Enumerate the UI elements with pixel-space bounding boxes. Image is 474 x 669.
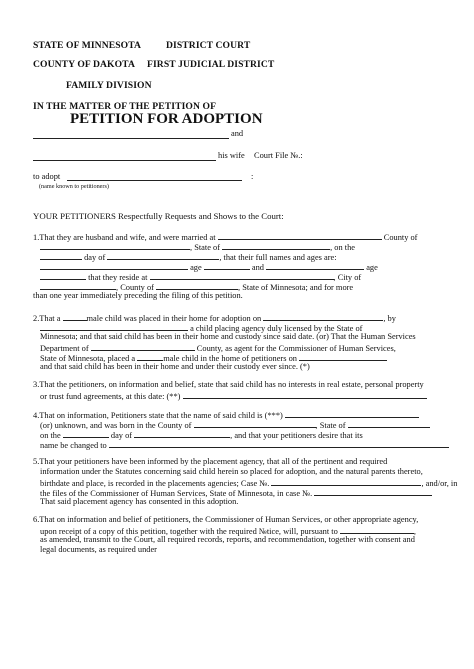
p3-line-2 xyxy=(40,390,427,402)
p1-text-f: , that their full names and ages are: xyxy=(219,253,337,262)
p2-text-d: a child placing agency duly licensed by the State of xyxy=(190,324,363,333)
matter-label: IN THE MATTER OF THE PETITION OF xyxy=(33,101,217,112)
statute-field[interactable] xyxy=(340,525,414,534)
new-name-field[interactable] xyxy=(109,439,449,448)
p4-text-f: , and that your petitioners desire that its xyxy=(230,431,363,440)
placement-date-field[interactable] xyxy=(263,312,383,321)
p6-text-c: , xyxy=(413,527,416,536)
agency-name-field[interactable] xyxy=(40,322,188,331)
p2-text-f: Department of xyxy=(40,344,89,353)
p1-text-c: , State of xyxy=(190,243,221,252)
department-county-field[interactable] xyxy=(91,342,195,351)
wife-name-field[interactable] xyxy=(266,261,364,270)
p1-line-7: than one year immediately preceding the filing of this petition. xyxy=(33,291,243,300)
p5-line-5: That said placement agency has consented in this adoption. xyxy=(40,497,239,506)
p1-text-b: County of xyxy=(383,233,418,242)
court-label: DISTRICT COURT xyxy=(166,40,251,51)
p4-text-c: , State of xyxy=(315,421,346,430)
p6-line-1: 6.That on information and belief of petitioners, the Commissioner of Human Services, or other appropriate agency, xyxy=(33,515,419,524)
his-wife-label: his wife xyxy=(218,151,245,160)
p4-text-d: on the xyxy=(40,431,61,440)
p2-text-i: male child in the home of petitioners on xyxy=(163,354,297,363)
division-label: FAMILY DIVISION xyxy=(66,80,152,91)
p2-text-g: County, as agent for the Commissioner of Human Services, xyxy=(196,344,396,353)
state-label: STATE OF MINNESOTA xyxy=(33,40,142,51)
p4-text-a: 4.That on information, Petitioners state that the name of said child is (***) xyxy=(33,411,283,420)
birth-county-field[interactable] xyxy=(194,419,316,428)
husband-name-field[interactable] xyxy=(40,261,188,270)
child-interests-field[interactable] xyxy=(183,390,427,399)
p1-text-i: age xyxy=(366,263,378,272)
p1-text-e: day of xyxy=(84,253,106,262)
p3-line-1: 3.That the petitioners, on information and belief, state that said child has no interests in real estate, personal property xyxy=(33,380,424,389)
p4-text-g: name be changed to xyxy=(40,441,107,450)
placement-date-2-field[interactable] xyxy=(299,352,387,361)
p2-text-b: male child was placed in their home for adoption on xyxy=(86,314,262,323)
birth-day-field[interactable] xyxy=(63,429,109,438)
to-adopt-label: to adopt xyxy=(33,172,61,181)
marriage-county-field[interactable] xyxy=(40,241,190,250)
p1-text-h: and xyxy=(251,263,264,272)
p2-line-3: Minnesota; and that said child has been in their home and custody since said date. (or) That the Human Services xyxy=(40,332,416,341)
p1-text-m: , State of Minnesota; and for more xyxy=(238,283,354,292)
p4-text-b: (or) unknown, and was born in the County of xyxy=(40,421,192,430)
p1-text-g: age xyxy=(190,263,202,272)
p5-line-1: 5.That your petitioners have been informed by the placement agency, that all of the pertinent and required xyxy=(33,457,388,466)
p2-text-h: State of Minnesota, placed a xyxy=(40,354,136,363)
petitioner-2-field[interactable] xyxy=(33,160,216,161)
p6-text-b: upon receipt of a copy of this petition, together with the required №tice, will, pursuant to xyxy=(40,527,338,536)
wife-age-field[interactable] xyxy=(40,271,86,280)
p6-line-3: as amended, transmit to the Court, all required records, reports, and recommendation, together with consent and xyxy=(40,535,415,544)
child-birth-name-field[interactable] xyxy=(285,409,419,418)
p1-text-j: that they reside at xyxy=(88,273,148,282)
p1-text-d: , on the xyxy=(330,243,355,252)
agency-case-number-field[interactable] xyxy=(271,477,421,486)
district-label: FIRST JUDICIAL DISTRICT xyxy=(147,59,275,70)
p4-line-4 xyxy=(40,439,449,451)
p1-text-a: 1.That they are husband and wife, and were married at xyxy=(33,233,216,242)
p5-text-c: birthdate and place, is recorded in the placements agencies; Case №. xyxy=(40,479,270,488)
residence-county-field[interactable] xyxy=(156,281,238,290)
husband-age-field[interactable] xyxy=(204,261,250,270)
p5-line-2: information under the Statutes concerning said child herein so placed for adoption, and the natural parents thereto, xyxy=(40,467,423,476)
p5-text-e: the files of the Commissioner of Human Services, State of Minnesota, in case №. xyxy=(40,489,313,498)
court-file-label: Court File №.: xyxy=(254,151,303,160)
county-label: COUNTY OF DAKOTA xyxy=(33,59,135,70)
commissioner-case-number-field[interactable] xyxy=(314,487,432,496)
marriage-place-field[interactable] xyxy=(218,231,382,240)
residence-field[interactable] xyxy=(150,271,334,280)
p2-text-a: 2.That a xyxy=(33,314,61,323)
birth-month-field[interactable] xyxy=(134,429,230,438)
petitioner-1-field[interactable] xyxy=(33,138,229,139)
residence-city-field[interactable] xyxy=(40,281,116,290)
p1-text-l: , County of xyxy=(116,283,154,292)
p5-text-d: , and/or, in xyxy=(421,479,458,488)
p1-text-k: , City of xyxy=(333,273,362,282)
and-label: and xyxy=(231,129,244,138)
child-sex-field[interactable] xyxy=(63,312,87,321)
marriage-state-field[interactable] xyxy=(222,241,330,250)
placed-child-sex-field[interactable] xyxy=(137,352,163,361)
child-name-field[interactable] xyxy=(67,180,242,181)
p2-text-c: , by xyxy=(383,314,396,323)
p4-text-e: day of xyxy=(110,431,133,440)
p6-line-4: legal documents, as required under xyxy=(40,545,157,554)
intro-text: YOUR PETITIONERS Respectfully Requests and Shows to the Court: xyxy=(33,211,284,221)
marriage-month-field[interactable] xyxy=(107,251,219,260)
p2-line-6: and that said child has been in their home and under their custody ever since. (*) xyxy=(40,362,310,371)
name-known-note: (name known to petitioners) xyxy=(39,183,109,190)
colon-mark: : xyxy=(251,172,254,181)
page-title: PETITION FOR ADOPTION xyxy=(70,111,263,127)
p3-text-b: or trust fund agreements, at this date: (**) xyxy=(40,392,181,401)
birth-state-field[interactable] xyxy=(348,419,430,428)
marriage-day-field[interactable] xyxy=(40,251,82,260)
